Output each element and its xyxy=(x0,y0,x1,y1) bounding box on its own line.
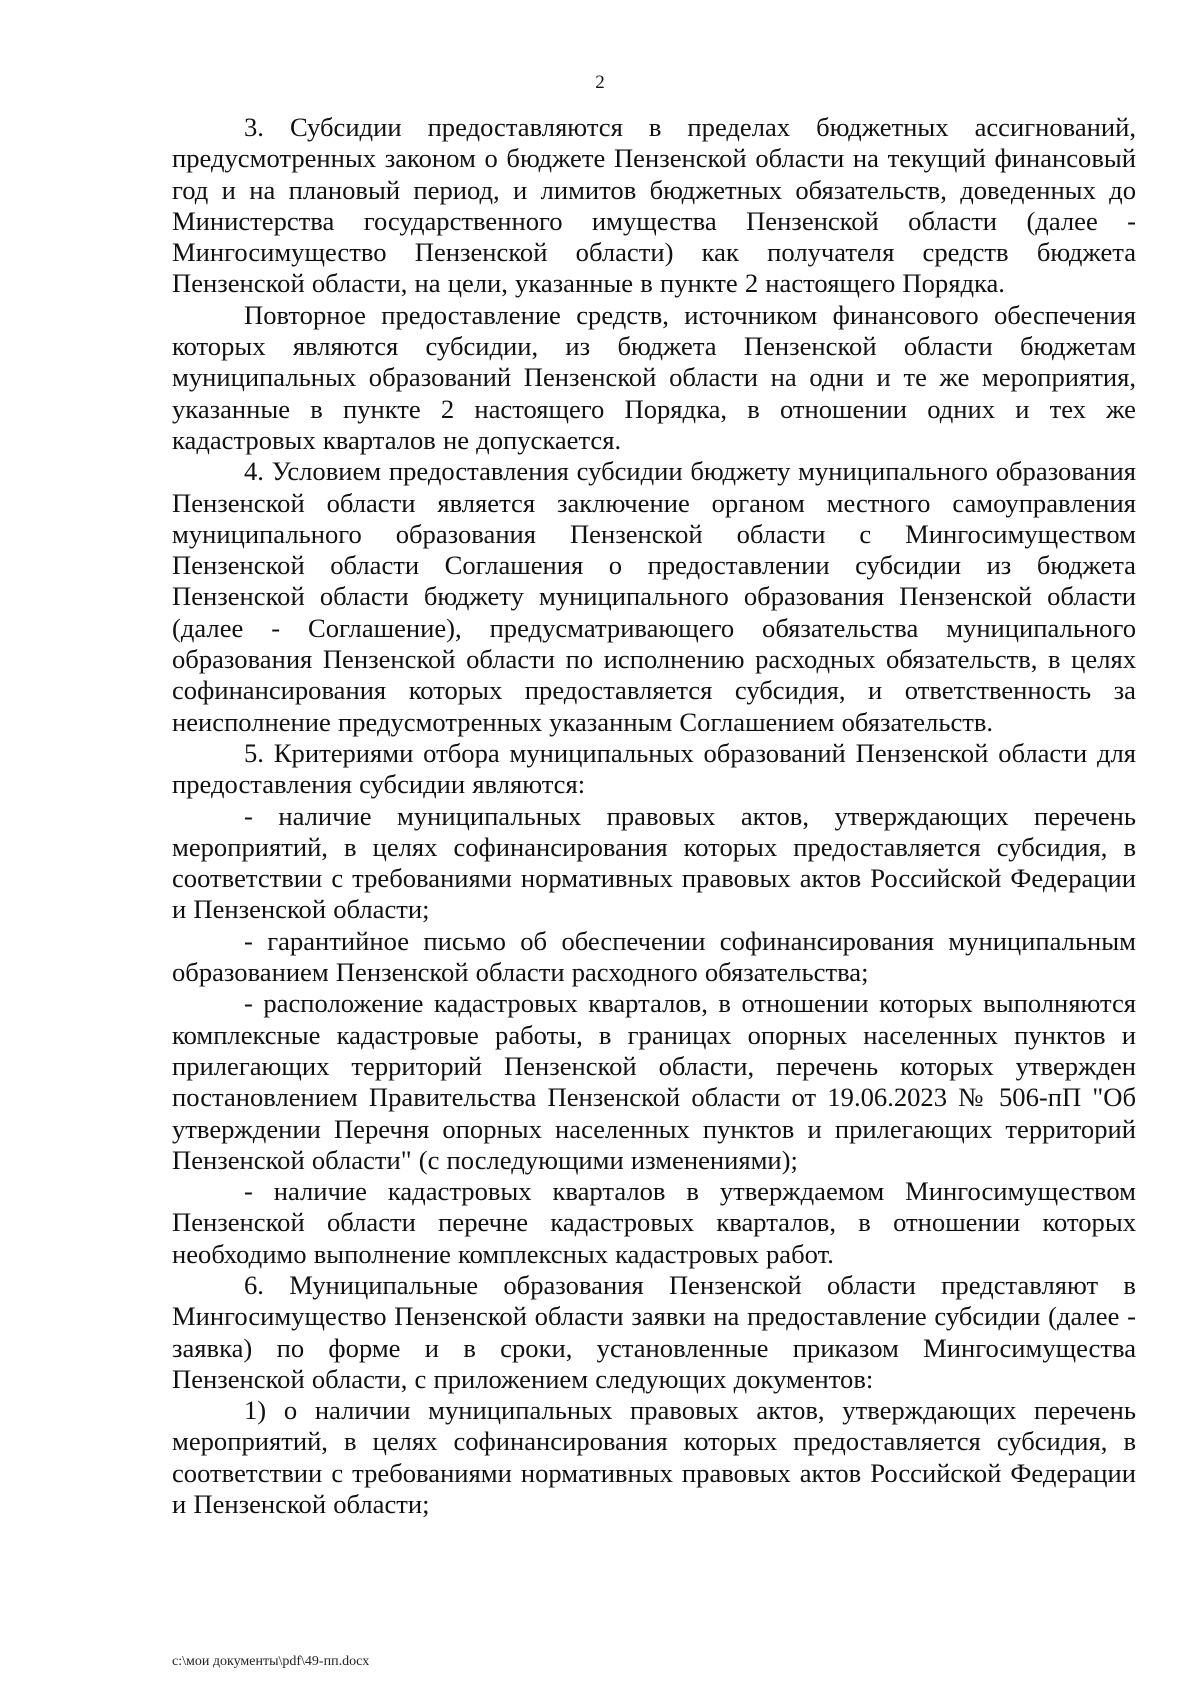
criteria-item-legal-acts: - наличие муниципальных правовых актов, утверждающих перечень мероприятий, в целях софинансирования которых предоставляется субсидия, в соответствии с требованиями нормативных правовых актов Российской Федерации и Пензенской области; xyxy=(172,800,1136,925)
criteria-item-quarters-list: - наличие кадастровых кварталов в утверждаемом Мингосимуществом Пензенской области перечне кадастровых кварталов, в отношении которых необходимо выполнение комплексных кадастровых работ. xyxy=(172,1176,1136,1269)
paragraph-5: 5. Критериями отбора муниципальных образований Пензенской области для предоставления субсидии являются: xyxy=(172,737,1136,800)
paragraph-3: 3. Субсидии предоставляются в пределах бюджетных ассигнований, предусмотренных законом о бюджете Пензенской области на текущий финансовый год и на плановый период, и лимитов бюджетных обязательств, доведенных до Министерства государственного имущества Пензенской области (далее - Мингосимущество Пензенской области) как получателя средств бюджета Пензенской области, на цели, указанные в пункте 2 настоящего Порядка. xyxy=(172,112,1136,299)
paragraph-6: 6. Муниципальные образования Пензенской области представляют в Мингосимущество Пензенской области заявки на предоставление субсидии (далее - заявка) по форме и в сроки, установленные приказом Мингосимущества Пензенской области, с приложением следующих документов: xyxy=(172,1269,1136,1394)
paragraph-4: 4. Условием предоставления субсидии бюджету муниципального образования Пензенской области является заключение органом местного самоуправления муниципального образования Пензенской области с Мингосимуществом Пензенской области Соглашения о предоставлении субсидии из бюджета Пензенской области бюджету муниципального образования Пензенской области (далее - Соглашение), предусматривающего обязательства муниципального образования Пензенской области по исполнению расходных обязательств, в целях софинансирования которых предоставляется субсидия, и ответственность за неисполнение предусмотренных указанным Соглашением обязательств. xyxy=(172,456,1136,737)
document-item-1: 1) о наличии муниципальных правовых актов, утверждающих перечень мероприятий, в целях софинансирования которых предоставляется субсидия, в соответствии с требованиями нормативных правовых актов Российской Федерации и Пензенской области; xyxy=(172,1395,1136,1520)
criteria-item-location: - расположение кадастровых кварталов, в отношении которых выполняются комплексные кадастровые работы, в границах опорных населенных пунктов и прилегающих территорий Пензенской области, перечень которых утвержден постановлением Правительства Пензенской области от 19.06.2023 № 506-пП "Об утверждении Перечня опорных населенных пунктов и прилегающих территорий Пензенской области" (с последующими изменениями); xyxy=(172,988,1136,1175)
page-number: 2 xyxy=(595,72,605,93)
paragraph-repeat-funding: Повторное предоставление средств, источником финансового обеспечения которых являются субсидии, из бюджета Пензенской области бюджетам муниципальных образований Пензенской области на одни и те же мероприятия, указанные в пункте 2 настоящего Порядка, в отношении одних и тех же кадастровых кварталов не допускается. xyxy=(172,299,1136,455)
document-body xyxy=(172,112,1136,1520)
footer-file-path: c:\мои документы\pdf\49-пп.docx xyxy=(172,1654,370,1669)
criteria-item-guarantee-letter: - гарантийное письмо об обеспечении софинансирования муниципальным образованием Пензенской области расходного обязательства; xyxy=(172,925,1136,988)
